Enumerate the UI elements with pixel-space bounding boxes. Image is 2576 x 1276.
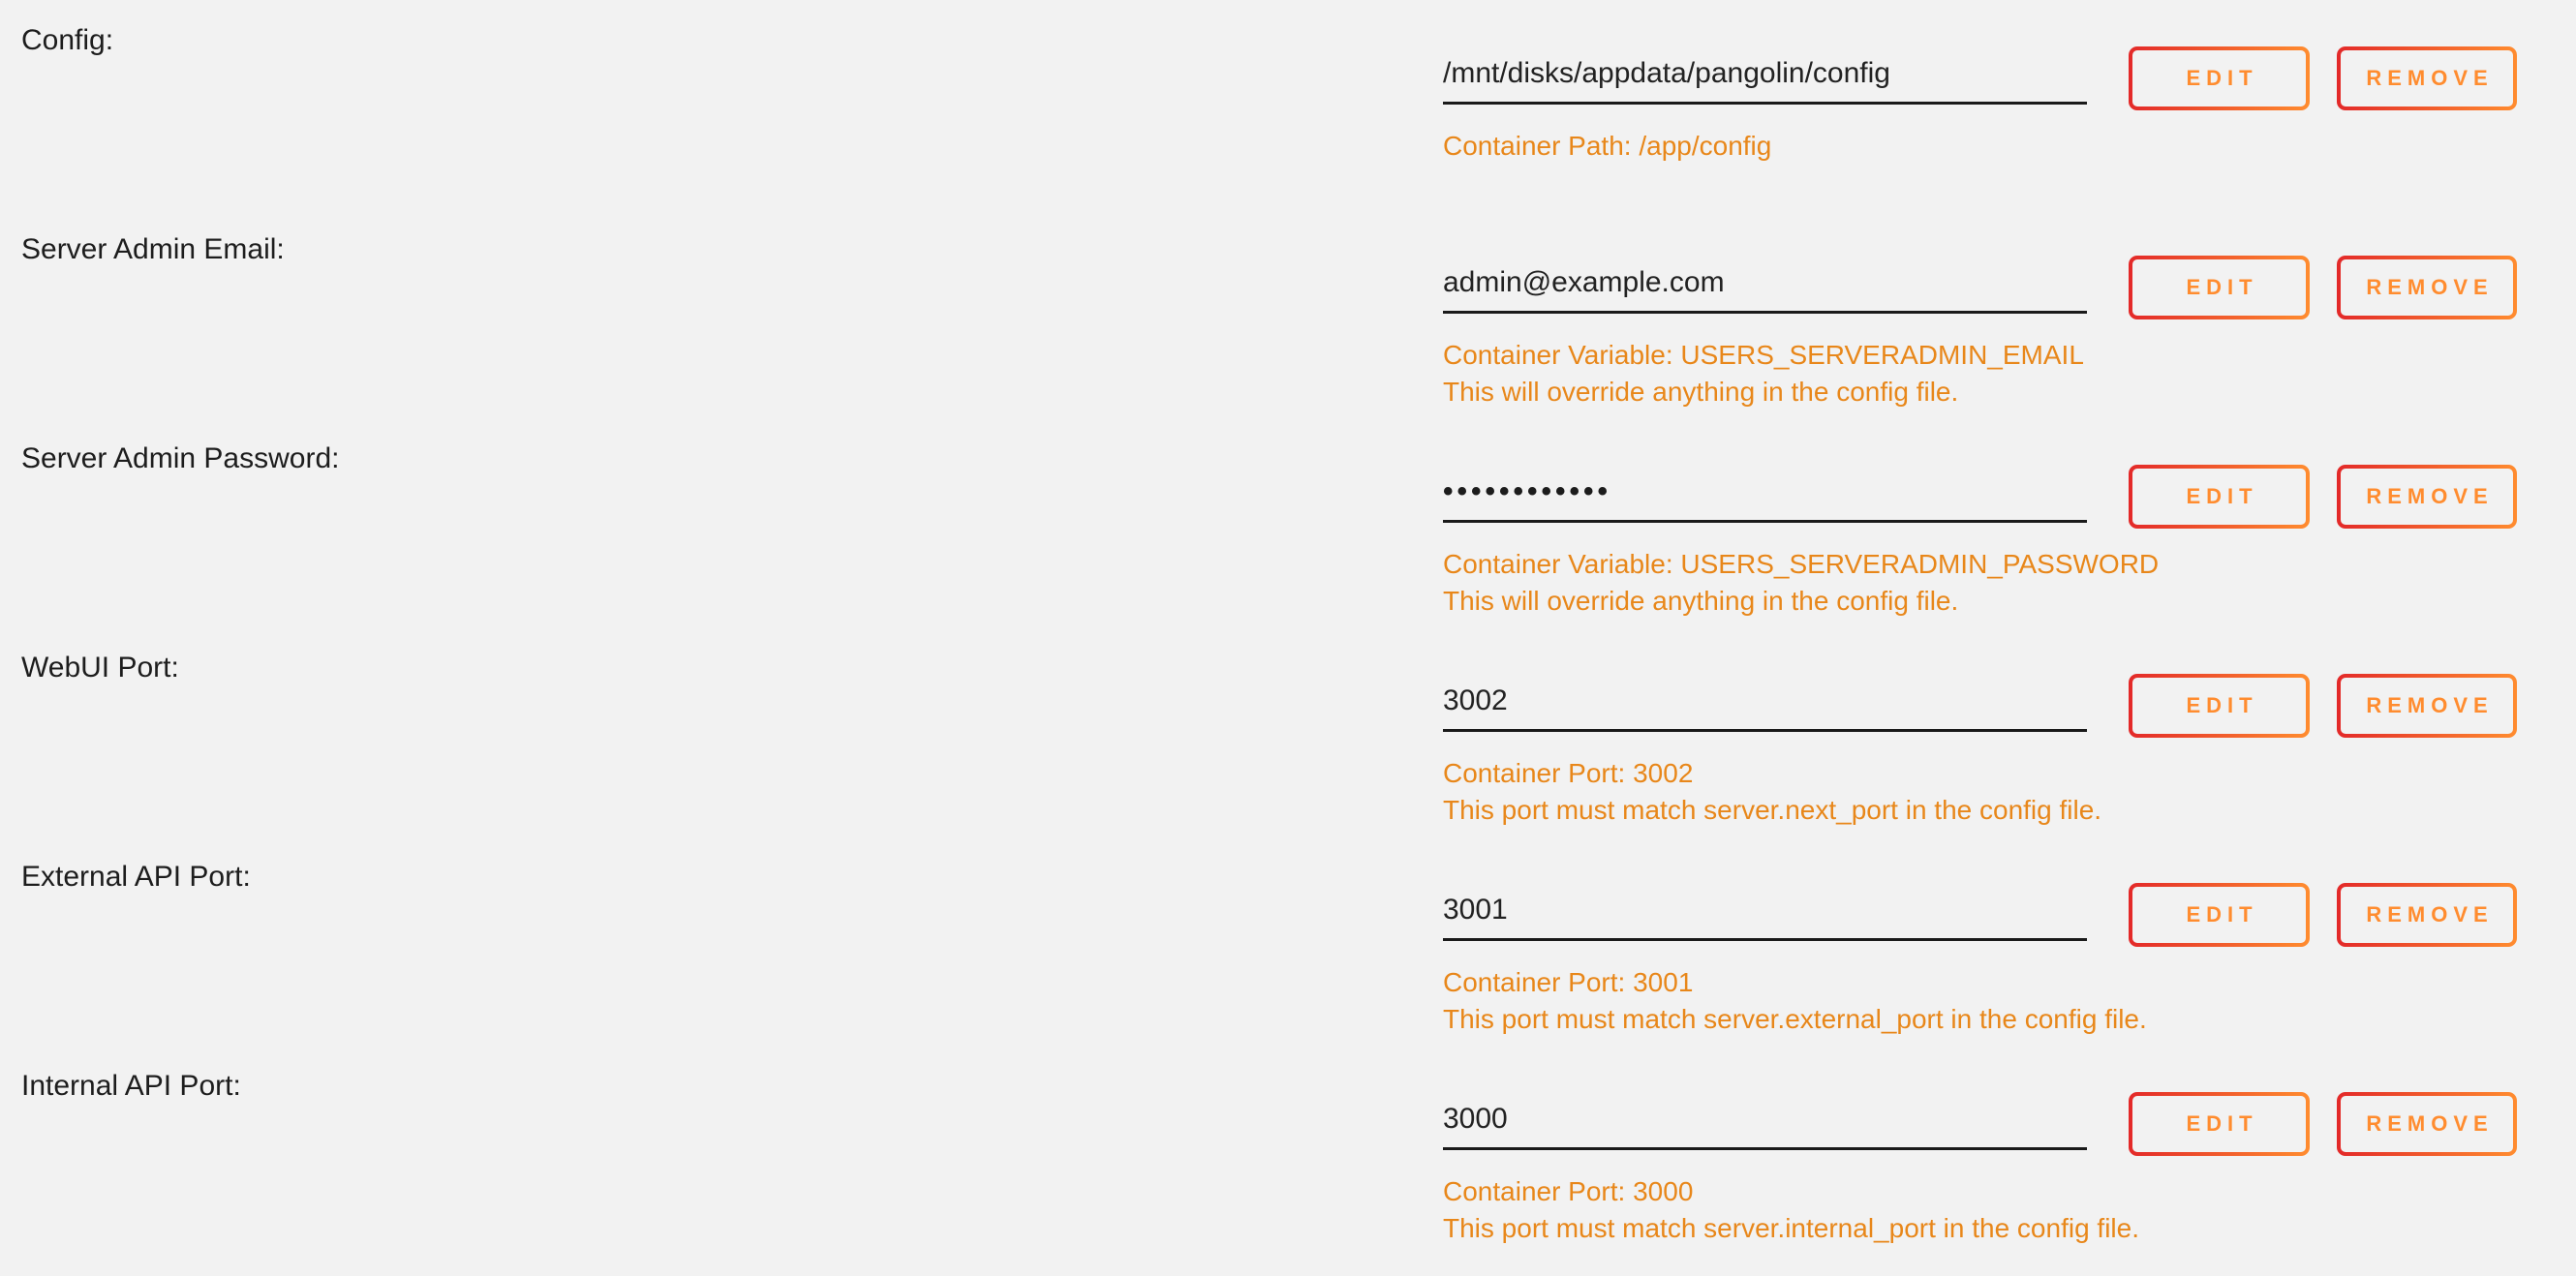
helper-text: This will override anything in the config file.	[1443, 377, 1959, 407]
field-row-server-admin-password	[0, 418, 2576, 627]
webui-port-input[interactable]	[1443, 678, 2087, 732]
helper-text: Container Variable: USERS_SERVERADMIN_EMAIL	[1443, 340, 2084, 370]
field-row-server-admin-email	[0, 209, 2576, 418]
helper-text: This will override anything in the config file.	[1443, 586, 1959, 616]
helper-text: Container Variable: USERS_SERVERADMIN_PASSWORD	[1443, 549, 2160, 579]
helper-block	[1443, 128, 2557, 165]
field-label: Config:	[21, 24, 114, 56]
edit-button[interactable]: EDIT	[2129, 1092, 2310, 1156]
remove-button[interactable]: REMOVE	[2337, 883, 2517, 947]
helper-block	[1443, 546, 2557, 620]
config-path-input[interactable]	[1443, 50, 2087, 105]
field-label: WebUI Port:	[21, 652, 179, 684]
field-row-config	[0, 0, 2576, 209]
remove-button[interactable]: REMOVE	[2337, 256, 2517, 319]
internal-api-port-input[interactable]	[1443, 1096, 2087, 1150]
field-label: Internal API Port:	[21, 1070, 241, 1102]
helper-block	[1443, 337, 2557, 410]
helper-block	[1443, 964, 2557, 1038]
helper-text: This port must match server.external_port in the config file.	[1443, 1004, 2147, 1034]
field-label: Server Admin Password:	[21, 442, 340, 474]
edit-button[interactable]: EDIT	[2129, 256, 2310, 319]
helper-text: This port must match server.next_port in the config file.	[1443, 795, 2102, 825]
server-admin-password-input[interactable]	[1443, 469, 2087, 523]
edit-button[interactable]: EDIT	[2129, 674, 2310, 738]
field-row-webui-port	[0, 627, 2576, 836]
helper-text: Container Path: /app/config	[1443, 131, 1772, 161]
helper-block	[1443, 1173, 2557, 1247]
remove-button[interactable]: REMOVE	[2337, 1092, 2517, 1156]
remove-button[interactable]: REMOVE	[2337, 46, 2517, 110]
edit-button[interactable]: EDIT	[2129, 465, 2310, 529]
remove-button[interactable]: REMOVE	[2337, 674, 2517, 738]
field-row-external-api-port	[0, 836, 2576, 1046]
server-admin-email-input[interactable]	[1443, 259, 2087, 314]
edit-button[interactable]: EDIT	[2129, 46, 2310, 110]
field-label: Server Admin Email:	[21, 233, 285, 265]
remove-button[interactable]: REMOVE	[2337, 465, 2517, 529]
helper-block	[1443, 755, 2557, 829]
edit-button[interactable]: EDIT	[2129, 883, 2310, 947]
helper-text: Container Port: 3001	[1443, 967, 1694, 997]
helper-text: Container Port: 3002	[1443, 758, 1694, 788]
external-api-port-input[interactable]	[1443, 887, 2087, 941]
field-row-internal-api-port	[0, 1046, 2576, 1255]
helper-text: Container Port: 3000	[1443, 1176, 1694, 1206]
helper-text: This port must match server.internal_port in the config file.	[1443, 1213, 2139, 1243]
field-label: External API Port:	[21, 861, 251, 893]
